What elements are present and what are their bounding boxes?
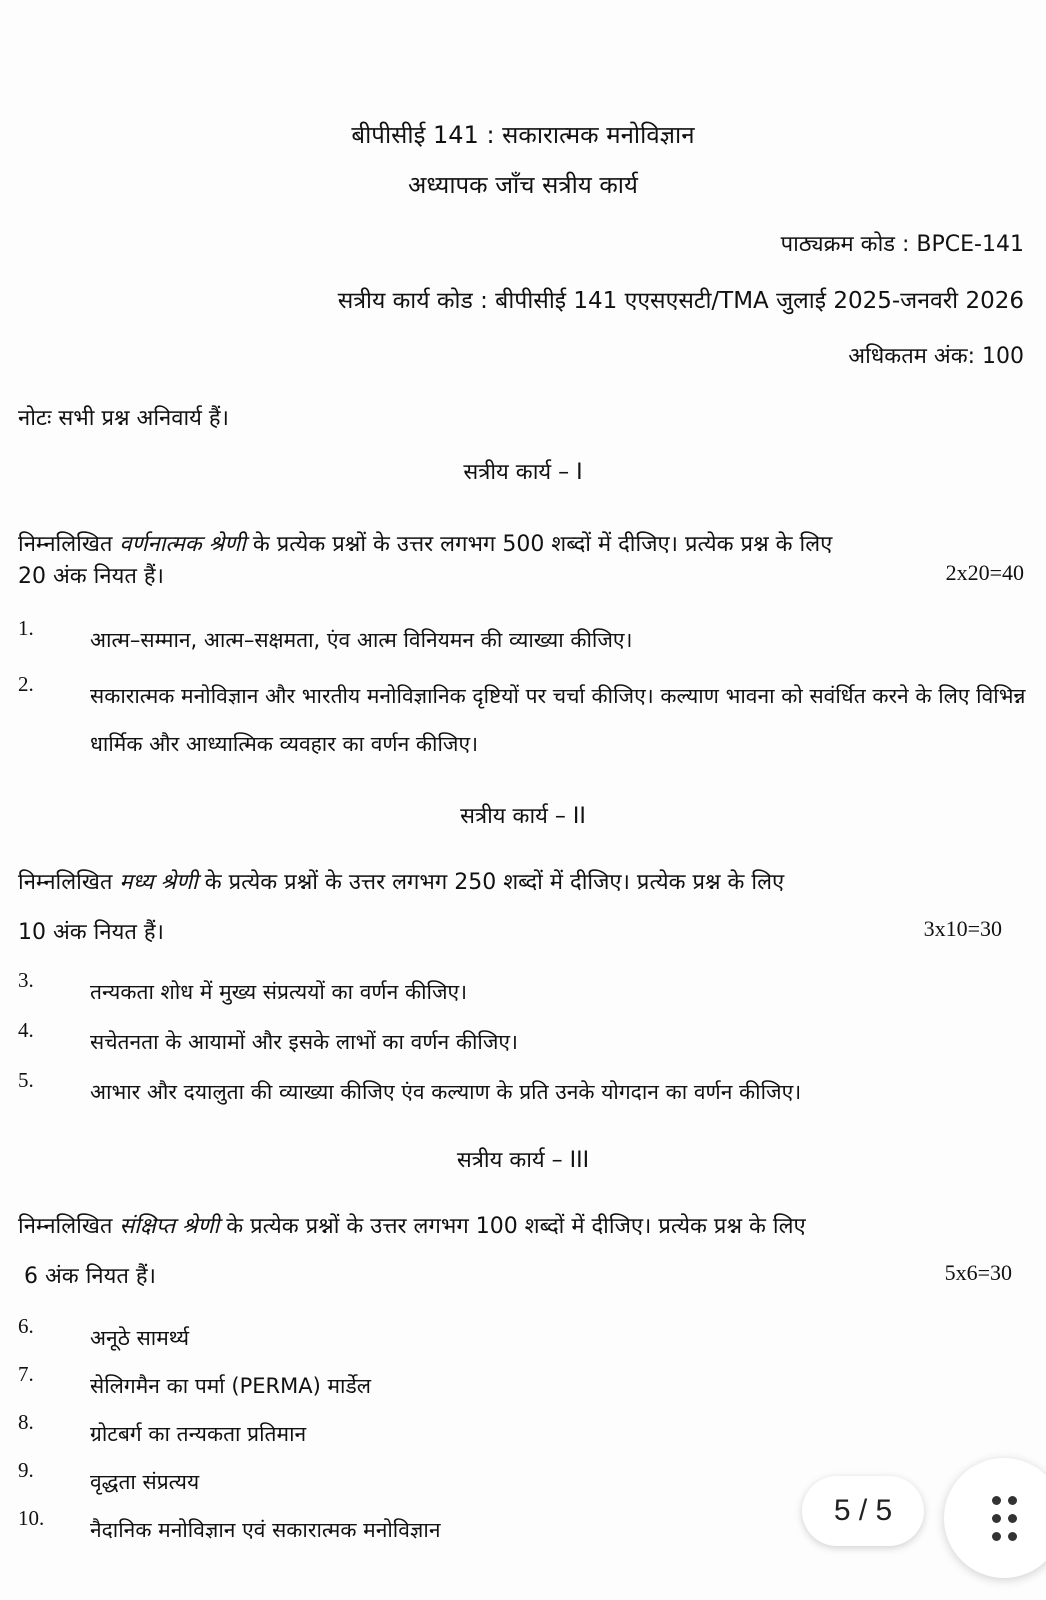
question-7 bbox=[18, 1362, 371, 1410]
question-text: अनूठे सामर्थ्य bbox=[90, 1326, 190, 1350]
note: नोटः सभी प्रश्न अनिवार्य हैं। bbox=[18, 406, 229, 431]
question-number: 3. bbox=[18, 968, 34, 992]
question-5 bbox=[18, 1068, 801, 1116]
question-text: सेलिगमैन का पर्मा (PERMA) मार्डेल bbox=[90, 1374, 371, 1398]
question-text: आभार और दयालुता की व्याख्या कीजिए एंव कल्याण के प्रति उनके योगदान का वर्णन कीजिए। bbox=[90, 1080, 802, 1104]
question-text: आत्म–सम्मान, आत्म–सक्षमता, एंव आत्म विनियमन की व्याख्या कीजिए। bbox=[90, 628, 633, 652]
instruction-text: के प्रत्येक प्रश्नों के उत्तर लगभग 500 शब्दों में दीजिए। प्रत्येक प्रश्न के लिए bbox=[245, 532, 833, 557]
instruction-text: निम्नलिखित bbox=[18, 1214, 120, 1239]
question-10 bbox=[18, 1506, 440, 1554]
instruction-text: के प्रत्येक प्रश्नों के उत्तर लगभग 250 शब्दों में दीजिए। प्रत्येक प्रश्न के लिए bbox=[197, 870, 785, 895]
section-instruction-3-line2: 6 अंक नियत हैं। bbox=[24, 1264, 156, 1289]
assignment-code: सत्रीय कार्य कोड : बीपीसीई 141 एएसएसटी/TMA जुलाई 2025-जनवरी 2026 bbox=[337, 288, 1024, 314]
question-number: 7. bbox=[18, 1362, 34, 1386]
question-6 bbox=[18, 1314, 189, 1362]
question-2 bbox=[18, 672, 1030, 768]
question-number: 10. bbox=[18, 1506, 45, 1530]
question-number: 2. bbox=[18, 672, 34, 696]
question-number: 1. bbox=[18, 616, 34, 640]
question-text: वृद्धता संप्रत्यय bbox=[90, 1470, 200, 1494]
question-text: सचेतनता के आयामों और इसके लाभों का वर्णन कीजिए। bbox=[90, 1030, 518, 1054]
question-8 bbox=[18, 1410, 306, 1458]
section-heading-2: सत्रीय कार्य – II bbox=[460, 804, 586, 829]
instruction-emphasis: वर्णनात्मक श्रेणी bbox=[119, 532, 246, 557]
grid-dots-icon bbox=[992, 1496, 1022, 1542]
instruction-text: निम्नलिखित bbox=[18, 532, 120, 557]
question-number: 5. bbox=[18, 1068, 34, 1092]
max-marks: अधिकतम अंक: 100 bbox=[848, 344, 1024, 369]
section-heading-1: सत्रीय कार्य – I bbox=[463, 460, 583, 485]
instruction-text: के प्रत्येक प्रश्नों के उत्तर लगभग 100 शब्दों में दीजिए। प्रत्येक प्रश्न के लिए bbox=[219, 1214, 806, 1239]
section-instruction-2 bbox=[18, 866, 784, 896]
section-instruction-1 bbox=[18, 528, 832, 558]
question-number: 6. bbox=[18, 1314, 34, 1338]
section-heading-3: सत्रीय कार्य – III bbox=[456, 1148, 590, 1173]
question-text: तन्यकता शोध में मुख्य संप्रत्ययों का वर्णन कीजिए। bbox=[90, 980, 468, 1004]
question-text: ग्रोटबर्ग का तन्यकता प्रतिमान bbox=[90, 1422, 307, 1446]
section-instruction-2-line2: 10 अंक नियत हैं। bbox=[18, 920, 164, 945]
question-number: 8. bbox=[18, 1410, 34, 1434]
instruction-emphasis: मध्य श्रेणी bbox=[119, 870, 198, 895]
question-4 bbox=[18, 1018, 518, 1066]
document-title: बीपीसीई 141 : सकारात्मक मनोविज्ञान bbox=[351, 121, 695, 149]
document-subtitle: अध्यापक जाँच सत्रीय कार्य bbox=[408, 171, 638, 199]
course-code: पाठ्यक्रम कोड : BPCE-141 bbox=[780, 232, 1024, 257]
section-marks-2: 3x10=30 bbox=[923, 916, 1002, 941]
question-number: 9. bbox=[18, 1458, 34, 1482]
question-text: नैदानिक मनोविज्ञान एवं सकारात्मक मनोविज्ञान bbox=[90, 1518, 441, 1542]
section-instruction-3 bbox=[18, 1210, 806, 1240]
section-marks-1: 2x20=40 bbox=[945, 560, 1024, 585]
question-text: सकारात्मक मनोविज्ञान और भारतीय मनोविज्ञानिक दृष्टियों पर चर्चा कीजिए। कल्याण भावना को सवंर्धित करने के लिए विभिन्न धार्मिक और आध्यात्मिक व्यवहार का वर्णन कीजिए। bbox=[90, 684, 1026, 756]
section-instruction-1-line2: 20 अंक नियत हैं। bbox=[18, 564, 164, 589]
instruction-text: निम्नलिखित bbox=[18, 870, 120, 895]
instruction-emphasis: संक्षिप्त श्रेणी bbox=[119, 1214, 220, 1239]
section-marks-3: 5x6=30 bbox=[944, 1260, 1012, 1285]
question-number: 4. bbox=[18, 1018, 34, 1042]
page-indicator[interactable]: 5 / 5 bbox=[802, 1476, 924, 1546]
question-1 bbox=[18, 616, 633, 664]
question-9 bbox=[18, 1458, 199, 1506]
question-3 bbox=[18, 968, 467, 1016]
